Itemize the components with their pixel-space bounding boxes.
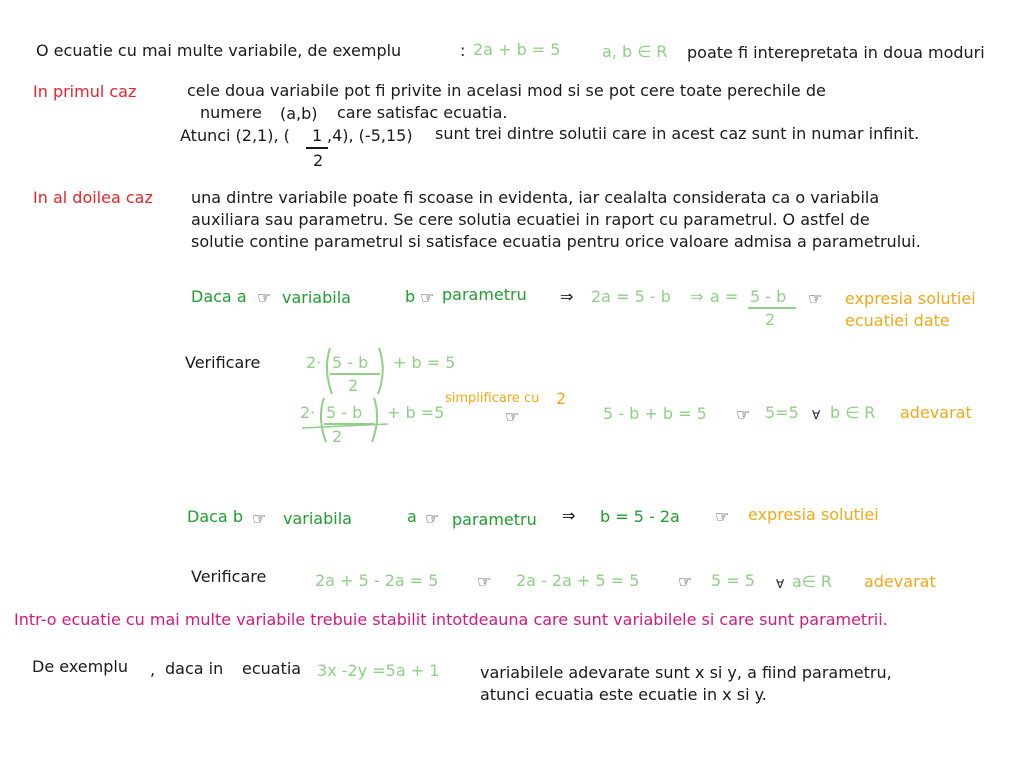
example-lead: De exemplu xyxy=(32,657,128,676)
verif-b-dom: a∈ R xyxy=(792,572,832,591)
verif-a-row1-bar xyxy=(330,373,380,375)
intro-equation: 2a + b = 5 xyxy=(473,40,561,59)
case1-pair: (a,b) xyxy=(280,104,318,123)
forall-icon: ∀ xyxy=(776,577,785,591)
verif-a-row2-den: 2 xyxy=(332,427,343,446)
verif-b-eq3: 5 = 5 xyxy=(711,571,755,590)
block-b-result: expresia solutiei xyxy=(748,505,879,524)
case1-frac-bar xyxy=(306,147,328,149)
hand-icon: ☞ xyxy=(736,405,751,424)
block-a-result2: ecuatiei date xyxy=(845,311,950,330)
verif-a-row2-dom: b ∈ R xyxy=(830,403,876,422)
verif-a-row2-tail: + b =5 xyxy=(387,403,445,422)
hand-icon: ☞ xyxy=(257,288,272,307)
verif-a-true: adevarat xyxy=(900,403,972,422)
example-line1: variabilele adevarate sunt x si y, a fiind parametru, xyxy=(480,663,892,682)
verif-a-simplify-num: 2 xyxy=(556,389,567,408)
verif-a-row1-den: 2 xyxy=(348,376,359,395)
hand-icon: ☞ xyxy=(425,509,440,528)
verif-a-simplify: simplificare cu xyxy=(445,391,540,406)
block-b-a: a xyxy=(407,507,417,526)
case1-line2a: numere xyxy=(200,103,262,122)
implies-icon: ⇒ xyxy=(560,287,574,306)
block-b-daca: Daca b xyxy=(187,507,243,526)
hand-icon: ☞ xyxy=(420,288,435,307)
verif-b-label: Verificare xyxy=(191,567,267,586)
block-b-variabila: variabila xyxy=(283,509,352,528)
case2-line3: solutie contine parametrul si satisface ecuatia pentru orice valoare admisa a parametrului. xyxy=(191,232,921,251)
case2-label: In al doilea caz xyxy=(33,188,153,207)
verif-a-row2-res: 5=5 xyxy=(765,403,799,422)
implies-icon: ⇒ xyxy=(562,506,576,525)
example-line2: atunci ecuatia este ecuatie in x si y. xyxy=(480,685,767,704)
case1-line1: cele doua variabile pot fi privite in acelasi mod si se pot cere toate perechile de xyxy=(187,81,826,100)
hand-icon: ☞ xyxy=(505,407,520,426)
block-a-parametru: parametru xyxy=(442,285,527,304)
case2-line1: una dintre variabile poate fi scoase in evidenta, iar cealalta considerata ca o variabila xyxy=(191,188,880,207)
intro-domain: a, b ∈ R xyxy=(602,42,668,61)
verif-a-row2-mid: 5 - b + b = 5 xyxy=(603,404,707,423)
block-a-eq2-den: 2 xyxy=(765,310,776,329)
case1-frac-den: 2 xyxy=(313,151,324,170)
implies-icon: ⇒ xyxy=(690,287,704,306)
case2-line2: auxiliara sau parametru. Se cere solutia ecuatiei in raport cu parametrul. O astfel de xyxy=(191,210,870,229)
hand-icon: ☞ xyxy=(477,572,492,591)
example-comma: , xyxy=(150,660,156,679)
verif-a-row1-coef: 2· xyxy=(306,353,322,372)
verif-a-row2-bar xyxy=(324,423,374,425)
verif-a-label: Verificare xyxy=(185,353,261,372)
block-a-eq2-lhs: a = xyxy=(710,287,739,306)
block-a-result1: expresia solutiei xyxy=(845,289,976,308)
example-ecuatia: ecuatia xyxy=(242,659,302,678)
block-a-variabila: variabila xyxy=(282,288,351,307)
block-a-daca: Daca a xyxy=(191,287,247,306)
hand-icon: ☞ xyxy=(808,289,823,308)
case1-label: In primul caz xyxy=(33,82,137,101)
hand-icon: ☞ xyxy=(678,572,693,591)
hand-icon: ☞ xyxy=(252,509,267,528)
case1-line3b: ,4), (-5,15) xyxy=(327,126,413,145)
block-a-eq2-num: 5 - b xyxy=(750,287,787,306)
conclusion: Intr-o ecuatie cu mai multe variabile trebuie stabilit intotdeauna care sunt variabilele si care sunt parametrii. xyxy=(14,610,888,629)
block-a-frac-bar xyxy=(748,307,796,309)
example-daca-in: daca in xyxy=(165,659,224,678)
block-a-b: b xyxy=(405,287,416,306)
verif-b-eq1: 2a + 5 - 2a = 5 xyxy=(315,571,439,590)
verif-b-true: adevarat xyxy=(864,572,936,591)
verif-a-row2-coef: 2· xyxy=(300,403,316,422)
example-equation: 3x -2y =5a + 1 xyxy=(317,661,440,680)
verif-a-row1-num: 5 - b xyxy=(332,353,369,372)
case1-line3c: sunt trei dintre solutii care in acest caz sunt in numar infinit. xyxy=(435,124,920,143)
block-a-eq1: 2a = 5 - b xyxy=(591,287,671,306)
intro-text: O ecuatie cu mai multe variabile, de exemplu xyxy=(36,41,402,60)
verif-a-row2-num: 5 - b xyxy=(326,403,363,422)
hand-icon: ☞ xyxy=(715,507,730,526)
case1-frac-num: 1 xyxy=(312,126,323,145)
verif-a-row1-tail: + b = 5 xyxy=(393,353,456,372)
block-b-parametru: parametru xyxy=(452,510,537,529)
block-b-eq: b = 5 - 2a xyxy=(600,507,680,526)
intro-colon: : xyxy=(460,41,466,60)
intro-tail: poate fi interepretata in doua moduri xyxy=(687,43,985,62)
case1-line2b: care satisfac ecuatia. xyxy=(337,103,508,122)
case1-line3a: Atunci (2,1), ( xyxy=(180,126,290,145)
verif-b-eq2: 2a - 2a + 5 = 5 xyxy=(516,571,640,590)
forall-icon: ∀ xyxy=(812,408,821,422)
